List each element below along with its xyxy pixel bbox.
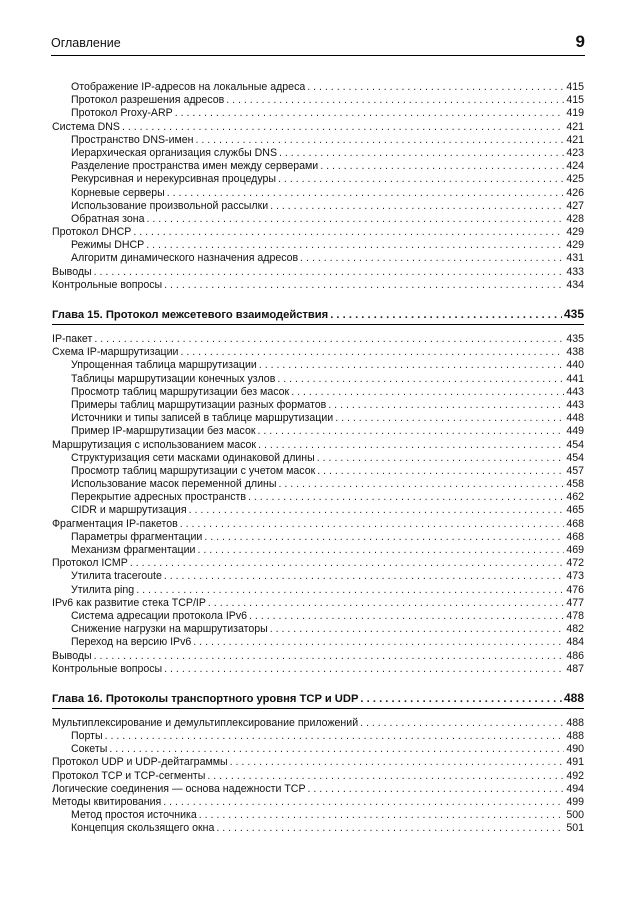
toc-entry-label: Утилита ping (71, 583, 135, 596)
toc-entry[interactable] (52, 121, 584, 134)
dot-leader (197, 544, 564, 557)
toc-entry[interactable] (52, 239, 584, 252)
toc-entry-label: Корневые серверы (71, 186, 165, 199)
dot-leader (94, 333, 564, 346)
dot-leader (277, 373, 564, 386)
toc-entry-label: Контрольные вопросы (52, 278, 163, 291)
toc-entry[interactable] (52, 226, 584, 239)
toc-entry-label: Выводы (52, 265, 92, 278)
toc-entry[interactable] (52, 663, 584, 676)
dot-leader (175, 107, 565, 120)
dot-leader (335, 412, 564, 425)
toc-entry[interactable] (52, 425, 584, 438)
page-header (51, 33, 585, 56)
toc-entry-label: Структуризация сети масками одинаковой длины (71, 451, 315, 464)
toc-entry-label: Метод простоя источника (71, 809, 197, 822)
toc-entry[interactable] (52, 160, 584, 173)
dot-leader (167, 187, 565, 200)
chapter-title: Глава 15. Протокол межсетевого взаимодействия (52, 309, 329, 321)
toc-entry-label: Пространство DNS-имен (71, 133, 194, 146)
toc-entry[interactable] (52, 359, 584, 372)
toc-entry-page: 484 (566, 636, 584, 649)
toc-entry-label: Алгоритм динамического назначения адресов (71, 252, 299, 265)
toc-entry[interactable] (52, 465, 584, 478)
dot-leader (360, 717, 564, 730)
toc-entry-label: Снижение нагрузки на маршрутизаторы (71, 623, 268, 636)
toc-entry-label: Порты (71, 730, 103, 743)
dot-leader (94, 650, 565, 663)
chapter-title: Глава 16. Протоколы транспортного уровня TCP и UDP (52, 692, 359, 705)
toc-entry[interactable] (52, 200, 584, 213)
toc-entry-page: 478 (566, 609, 584, 622)
chapter-heading-line[interactable] (52, 306, 584, 323)
dot-leader (248, 491, 564, 504)
toc-entry-page: 458 (566, 478, 584, 491)
dot-leader (258, 425, 565, 438)
dot-leader (196, 134, 565, 147)
dot-leader (208, 597, 564, 610)
toc-entry-label: Иерархическая организация службы DNS (71, 146, 278, 159)
toc-entry-label: Пример IP-маршрутизации без масок (71, 425, 256, 438)
toc-entry[interactable] (52, 730, 584, 743)
toc-entry-page: 473 (566, 570, 584, 583)
toc-entry-page: 443 (566, 385, 584, 398)
dot-leader (105, 730, 565, 743)
toc-entry-page: 490 (566, 743, 584, 756)
dot-leader (147, 213, 565, 226)
toc-entry-page: 443 (566, 398, 584, 411)
dot-leader (307, 81, 564, 94)
toc-entry-label: Источники и типы записей в таблице маршрутизации (71, 412, 334, 425)
table-of-contents (52, 81, 584, 836)
toc-entry[interactable] (52, 187, 584, 200)
toc-entry-page: 425 (566, 173, 584, 186)
toc-entry[interactable] (52, 584, 584, 597)
toc-entry-label: Протокол UDP и UDP-дейтаграммы (52, 756, 228, 769)
chapter-page: 435 (563, 307, 584, 321)
toc-entry[interactable] (52, 107, 584, 120)
dot-leader (259, 359, 565, 372)
toc-entry-page: 457 (566, 464, 584, 477)
toc-entry-page: 433 (566, 265, 584, 278)
dot-leader (230, 756, 565, 769)
toc-entry-page: 434 (566, 278, 584, 291)
dot-leader (133, 226, 564, 239)
toc-entry-label: Переход на версию IPv6 (71, 636, 192, 649)
toc-entry-page: 440 (566, 359, 584, 372)
chapter-page: 488 (563, 690, 584, 705)
dot-leader (146, 239, 564, 252)
dot-leader (360, 691, 562, 707)
dot-leader (216, 822, 564, 835)
page-number: 9 (575, 32, 585, 51)
dot-leader (164, 570, 564, 583)
toc-entry-page: 427 (566, 199, 584, 212)
toc-entry-label: Просмотр таблиц маршрутизации без масок (71, 385, 290, 398)
toc-entry-label: Использование масок переменной длины (71, 478, 277, 491)
dot-leader (163, 796, 564, 809)
toc-entry[interactable] (52, 544, 584, 557)
toc-entry-page: 500 (566, 809, 584, 822)
toc-entry-label: Сокеты (71, 743, 108, 756)
toc-entry-label: Фрагментация IP-пакетов (52, 517, 178, 530)
toc-entry-label: Схема IP-маршрутизации (52, 346, 179, 359)
toc-entry-page: 426 (566, 186, 584, 199)
dot-leader (130, 557, 565, 570)
toc-entry[interactable] (52, 597, 584, 610)
toc-entry-label: Обратная зона (71, 212, 145, 225)
dot-leader (180, 346, 564, 359)
toc-entry-label: Концепция скользящего окна (71, 822, 215, 835)
toc-entry[interactable] (52, 796, 584, 809)
toc-entry-page: 494 (566, 782, 584, 795)
toc-entry-label: Выводы (52, 649, 92, 662)
dot-leader (279, 478, 565, 491)
toc-entry-label: Логические соединения — основа надежности TCP (52, 782, 306, 795)
toc-entry-label: Параметры фрагментации (71, 530, 203, 543)
toc-entry-page: 449 (566, 425, 584, 438)
dot-leader (164, 279, 564, 292)
toc-entry-label: Система адресации протокола IPv6 (71, 609, 248, 622)
toc-entry-label: Контрольные вопросы (52, 662, 163, 675)
running-header-title: Оглавление (51, 36, 121, 50)
toc-entry-label: Утилита traceroute (71, 570, 162, 583)
toc-entry-label: Использование произвольной рассылки (71, 199, 269, 212)
toc-entry[interactable] (52, 570, 584, 583)
toc-entry-page: 428 (566, 212, 584, 225)
dot-leader (193, 636, 564, 649)
dot-leader (180, 518, 565, 531)
toc-entry[interactable] (52, 134, 584, 147)
toc-entry[interactable] (52, 81, 584, 94)
toc-entry[interactable] (52, 636, 584, 649)
toc-entry-page: 454 (566, 451, 584, 464)
toc-entry[interactable] (52, 147, 584, 160)
toc-entry[interactable] (52, 439, 584, 452)
toc-entry[interactable] (52, 783, 584, 796)
toc-entry-page: 423 (566, 146, 584, 159)
toc-entry[interactable] (52, 346, 584, 359)
toc-entry-page: 482 (566, 623, 584, 636)
toc-entry[interactable] (52, 770, 584, 783)
toc-entry[interactable] (52, 623, 584, 636)
toc-entry-label: Протокол DHCP (52, 226, 132, 239)
dot-leader (249, 610, 564, 623)
toc-entry-page: 486 (566, 649, 584, 662)
chapter-rule (52, 324, 584, 325)
dot-leader (300, 252, 564, 265)
dot-leader (109, 743, 564, 756)
toc-entry-page: 472 (566, 557, 584, 570)
dot-leader (164, 663, 564, 676)
toc-entry[interactable] (52, 386, 584, 399)
toc-entry[interactable] (52, 756, 584, 769)
dot-leader (317, 465, 564, 478)
toc-entry-page: 462 (566, 491, 584, 504)
toc-entry-page: 448 (566, 412, 584, 425)
toc-entry-page: 469 (566, 544, 584, 556)
toc-entry-page: 431 (566, 252, 584, 265)
toc-entry-page: 492 (566, 769, 584, 782)
toc-entry-page: 421 (566, 133, 584, 146)
toc-entry-page: 429 (566, 239, 584, 252)
toc-entry-page: 476 (566, 583, 584, 596)
toc-entry-label: Протокол ICMP (52, 557, 128, 570)
dot-leader (189, 504, 565, 517)
toc-entry[interactable] (52, 518, 584, 531)
toc-entry-label: Разделение пространства имен между серверами (71, 160, 319, 173)
chapter-16-entries (52, 717, 584, 836)
dot-leader (122, 121, 564, 134)
toc-entry[interactable] (52, 531, 584, 544)
toc-entry-page: 435 (566, 333, 584, 345)
toc-entry-page: 424 (566, 160, 584, 173)
chapter-rule (52, 708, 584, 709)
dot-leader (199, 809, 565, 822)
toc-entry-page: 454 (566, 438, 584, 451)
dot-leader (204, 531, 564, 544)
toc-entry-label: CIDR и маршрутизация (71, 504, 187, 517)
toc-entry[interactable] (52, 373, 584, 386)
toc-entry-label: Просмотр таблиц маршрутизации с учетом масок (71, 464, 316, 477)
dot-leader (320, 160, 564, 173)
dot-leader (278, 173, 564, 186)
dot-leader (308, 783, 565, 796)
toc-entry[interactable] (52, 213, 584, 226)
toc-entry-page: 438 (566, 346, 584, 359)
toc-entry-page: 465 (566, 504, 584, 517)
toc-entry[interactable] (52, 822, 584, 835)
toc-entry[interactable] (52, 173, 584, 186)
toc-entry-page: 501 (566, 822, 584, 835)
dot-leader (258, 439, 564, 452)
toc-entry-page: 468 (566, 530, 584, 543)
toc-entry[interactable] (52, 333, 584, 346)
toc-entry-label: Режимы DHCP (71, 239, 145, 252)
toc-entry-label: Механизм фрагментации (71, 544, 196, 556)
dot-leader (94, 266, 565, 279)
toc-entry-label: Протокол Proxy-ARP (71, 107, 173, 120)
toc-entry-page: 488 (566, 716, 584, 729)
toc-entry-label: Методы квитирования (52, 796, 162, 808)
toc-entry-page: 487 (566, 662, 584, 675)
dot-leader (136, 584, 564, 597)
toc-entry-page: 468 (566, 517, 584, 530)
toc-entry-label: Отображение IP-адресов на локальные адреса (71, 81, 306, 93)
toc-entry[interactable] (52, 279, 584, 292)
dot-leader (207, 770, 564, 783)
toc-entry-label: Перекрытие адресных пространств (71, 491, 246, 504)
toc-entry[interactable] (52, 266, 584, 279)
toc-entry[interactable] (52, 94, 584, 107)
toc-entry-label: Протокол TCP и TCP-сегменты (52, 769, 206, 782)
toc-entry-page: 419 (566, 107, 584, 120)
dot-leader (270, 623, 565, 636)
toc-entry-label: Рекурсивная и нерекурсивная процедуры (71, 173, 277, 186)
toc-entry[interactable] (52, 478, 584, 491)
toc-entry-label: IP-пакет (52, 333, 93, 345)
toc-entry-page: 491 (566, 756, 584, 769)
toc-entry-label: Маршрутизация с использованием масок (52, 438, 257, 451)
toc-entry[interactable] (52, 452, 584, 465)
toc-entry-page: 415 (566, 81, 584, 93)
toc-entry-page: 488 (566, 730, 584, 743)
toc-entry[interactable] (52, 504, 584, 517)
chapter-16-heading (52, 690, 584, 709)
dot-leader (291, 386, 564, 399)
toc-entry-label: Протокол разрешения адресов (71, 94, 225, 107)
dot-leader (317, 452, 565, 465)
toc-entry-label: IPv6 как развитие стека TCP/IP (52, 596, 206, 609)
toc-entry[interactable] (52, 717, 584, 730)
toc-entry-page: 421 (566, 120, 584, 133)
toc-entry[interactable] (52, 650, 584, 663)
toc-entry[interactable] (52, 412, 584, 425)
chapter-15-heading (52, 306, 584, 325)
toc-entry-page: 415 (566, 94, 584, 107)
toc-entry[interactable] (52, 399, 584, 412)
toc-entry-page: 499 (566, 796, 584, 808)
toc-entry-label: Примеры таблиц маршрутизации разных форматов (71, 398, 327, 411)
dot-leader (270, 200, 564, 213)
dot-leader (330, 307, 562, 323)
toc-entry-page: 441 (566, 372, 584, 385)
dot-leader (279, 147, 564, 160)
chapter-15-entries (52, 333, 584, 676)
toc-entry[interactable] (52, 743, 584, 756)
toc-entry[interactable] (52, 252, 584, 265)
toc-entry[interactable] (52, 557, 584, 570)
toc-entry-page: 477 (566, 596, 584, 609)
toc-entry[interactable] (52, 610, 584, 623)
toc-entry-label: Таблицы маршрутизации конечных узлов (71, 372, 276, 385)
toc-entry[interactable] (52, 809, 584, 822)
toc-entry-page: 429 (566, 226, 584, 239)
toc-entry-label: Упрощенная таблица маршрутизации (71, 359, 257, 372)
dot-leader (226, 94, 564, 107)
dot-leader (328, 399, 564, 412)
chapter-heading-line[interactable] (52, 690, 584, 707)
toc-section-continued (52, 81, 584, 292)
toc-entry-label: Мультиплексирование и демультиплексирование приложений (52, 716, 359, 729)
toc-entry[interactable] (52, 491, 584, 504)
toc-entry-label: Система DNS (52, 120, 120, 133)
